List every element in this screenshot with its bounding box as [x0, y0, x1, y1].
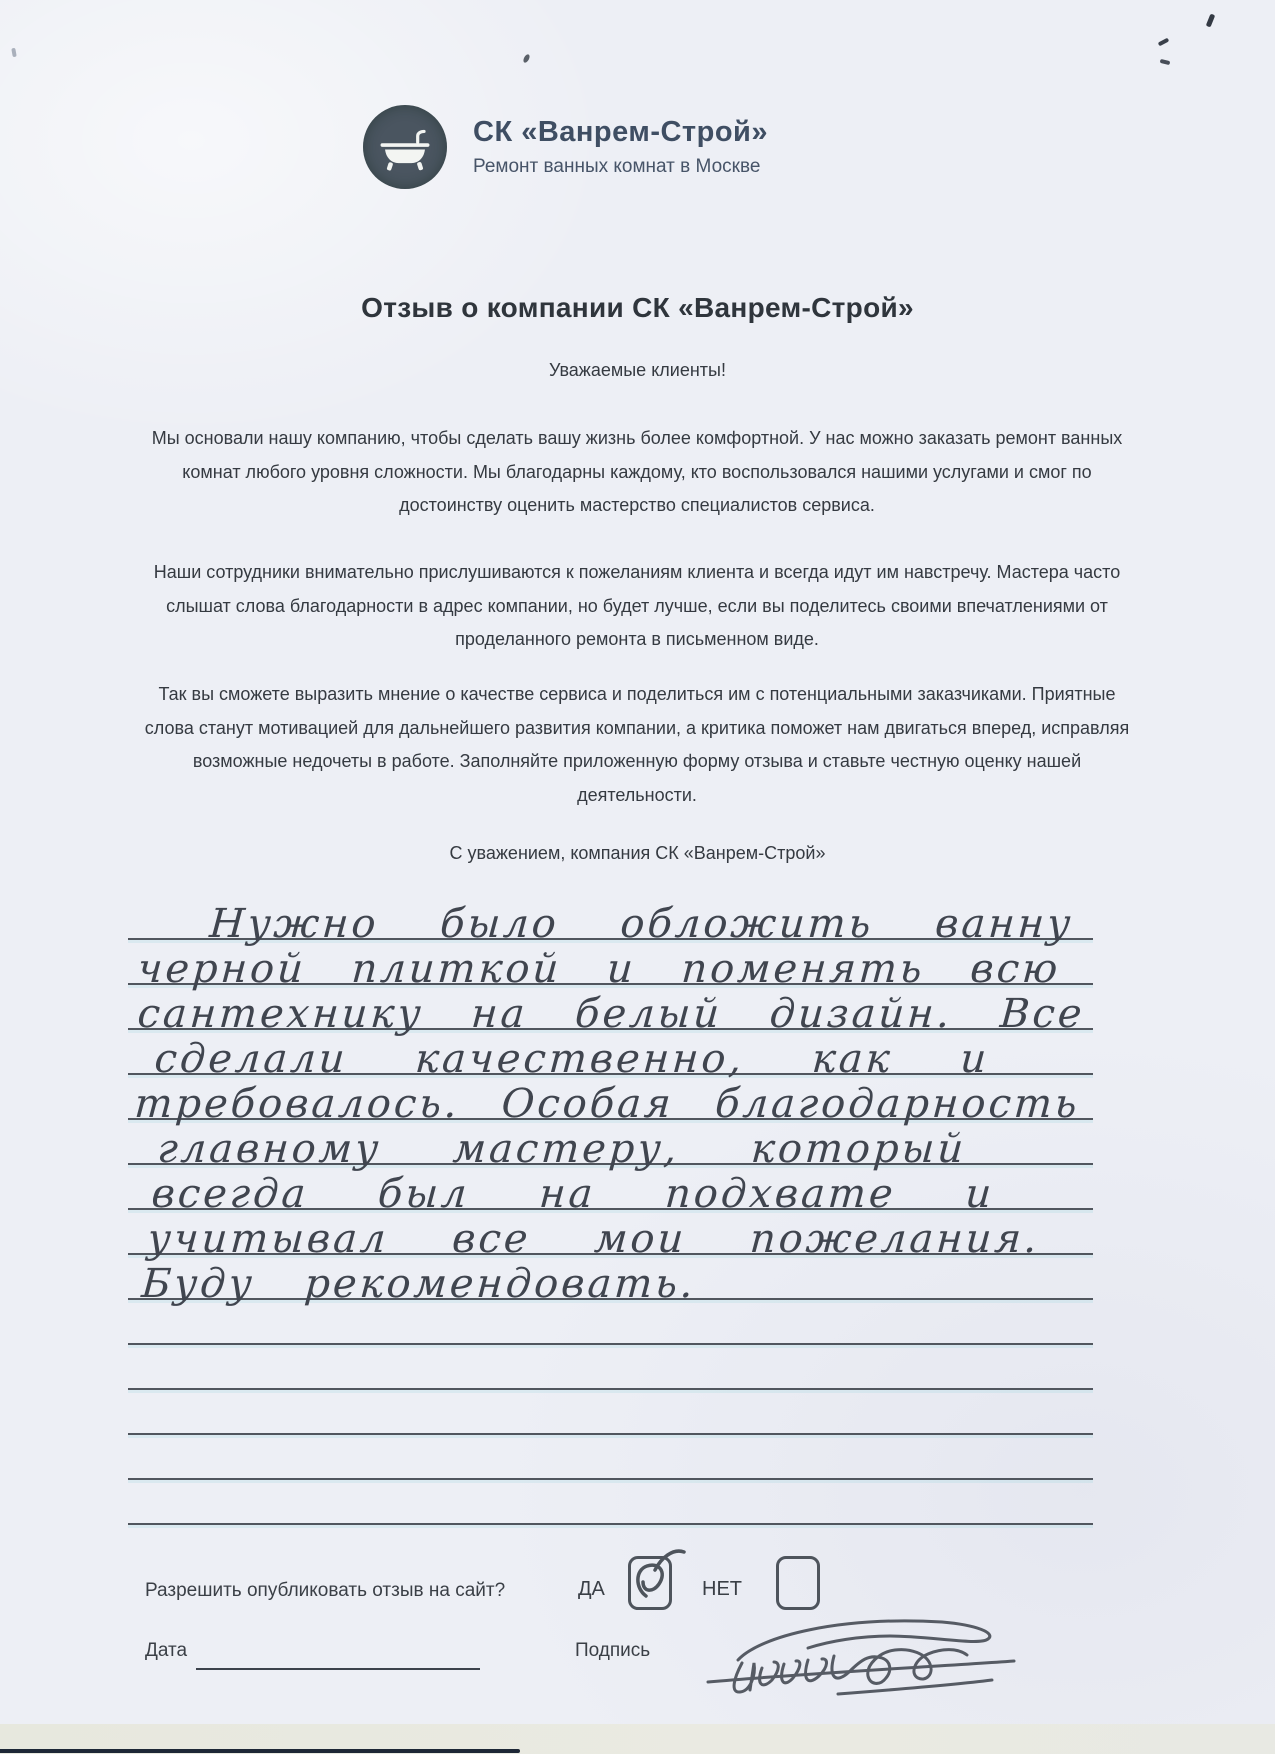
- review-line-empty: [128, 1298, 1093, 1345]
- intro-paragraph-2: Наши сотрудники внимательно прислушиваются к пожеланиям клиента и всегда идут им навстречу. Мастера часто слышат слова благодарности в адрес компании, но будет лучше, если вы поделитесь своими впечатлениями от проделанного ремонта в письменном виде.: [153, 562, 1121, 649]
- scan-speck: [1206, 14, 1216, 28]
- signoff: С уважением, компания СК «Ванрем-Строй»: [449, 843, 826, 863]
- review-line: [128, 1073, 1093, 1127]
- handwritten-text: учитывал все мои пожелания.: [146, 1216, 1042, 1262]
- scanner-edge-line: [0, 1749, 520, 1753]
- company-tagline: Ремонт ванных комнат в Москве: [473, 156, 761, 177]
- bathtub-icon: [376, 116, 434, 179]
- page-title: Отзыв о компании СК «Ванрем-Строй»: [361, 292, 914, 323]
- date-label: Дата: [145, 1640, 188, 1661]
- handwritten-text: всегда был на подхвате и: [150, 1171, 996, 1217]
- no-label: НЕТ: [702, 1578, 742, 1600]
- checkbox-yes[interactable]: [628, 1556, 672, 1610]
- handwritten-text: сантехнику на белый дизайн. Все: [136, 991, 1087, 1037]
- logo-header: [363, 105, 768, 189]
- salutation: Уважаемые клиенты!: [549, 360, 726, 380]
- checkbox-no[interactable]: [776, 1556, 820, 1610]
- logo-circle: [363, 105, 447, 189]
- scan-speck: [1158, 38, 1170, 47]
- intro-paragraph-3: Так вы сможете выразить мнение о качестве сервиса и поделиться им с потенциальными заказчиками. Приятные слова станут мотивацией для дальнейшего развития компании, а критика поможет нам двигаться вперед, исправляя возможные недочеты в работе. Заполняйте приложенную форму отзыва и ставьте честную оценку нашей деятельности.: [144, 684, 1130, 805]
- date-field-line[interactable]: [196, 1640, 480, 1670]
- handwritten-text: главному мастеру, который: [156, 1126, 968, 1172]
- review-line: [128, 1208, 1093, 1262]
- intro-paragraph-1: Мы основали нашу компанию, чтобы сделать вашу жизнь более комфортной. У нас можно заказать ремонт ванных комнат любого уровня сложности. Мы благодарны каждому, кто воспользовался нашими услугами и смог по достоинству оценить мастерство специалистов сервиса.: [151, 428, 1123, 515]
- scan-speck: [522, 53, 531, 63]
- handwritten-signature: [690, 1608, 1020, 1708]
- handwritten-text: требовалось. Особая благодарность: [133, 1081, 1082, 1127]
- review-line: [128, 1253, 1093, 1307]
- review-line: [128, 1163, 1093, 1217]
- review-line-empty: [128, 1343, 1093, 1390]
- review-line-empty: [128, 1478, 1093, 1525]
- yes-label: ДА: [578, 1578, 605, 1600]
- handwritten-text: сделали качественно, как и: [153, 1036, 991, 1082]
- checkmark-scribble-icon: [626, 1542, 688, 1614]
- review-line: [128, 1028, 1093, 1082]
- review-line: [128, 983, 1093, 1037]
- logo-text: [473, 116, 768, 178]
- handwritten-text: Нужно было обложить ванну: [208, 901, 1075, 947]
- handwritten-text: черной плиткой и поменять всю: [136, 946, 1062, 992]
- publish-question: Разрешить опубликовать отзыв на сайт?: [145, 1580, 506, 1601]
- review-line: [128, 1118, 1093, 1172]
- company-name: СК «Ванрем-Строй»: [473, 116, 769, 148]
- review-line-empty: [128, 1388, 1093, 1435]
- review-line-empty: [128, 1433, 1093, 1480]
- scan-speck: [11, 48, 17, 58]
- scan-speck: [1160, 59, 1171, 65]
- signature-label: Подпись: [575, 1640, 651, 1661]
- handwritten-text: Буду рекомендовать.: [140, 1261, 698, 1307]
- review-line: [128, 938, 1093, 992]
- review-line: [128, 893, 1093, 947]
